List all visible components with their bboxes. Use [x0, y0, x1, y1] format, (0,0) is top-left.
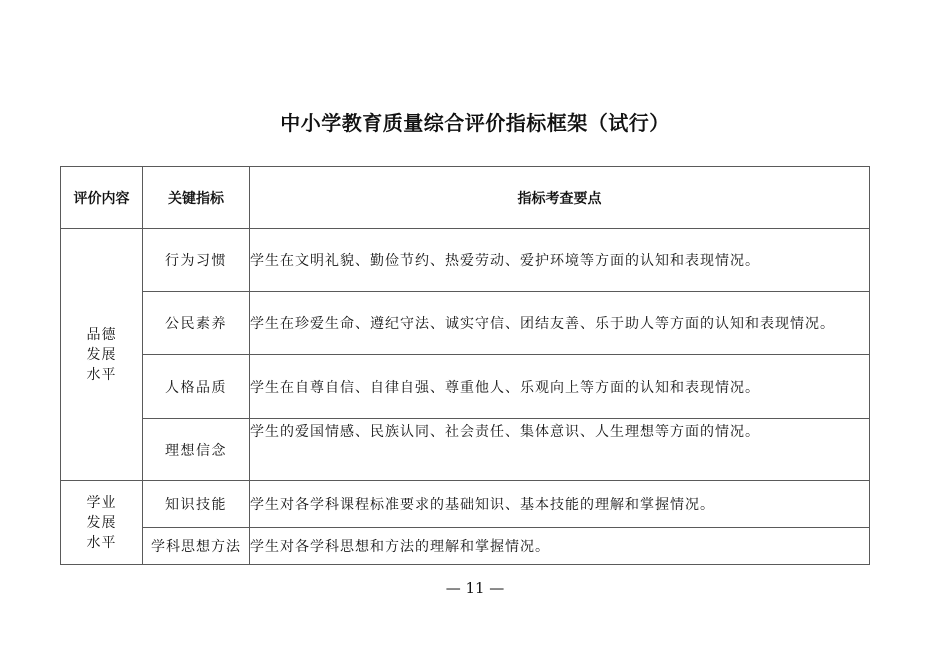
indicator-cell: 公民素养 — [143, 292, 250, 355]
page-number: — 11 — — [445, 579, 505, 597]
header-evaluation-content: 评价内容 — [61, 167, 143, 229]
key-point-cell: 学生对各学科课程标准要求的基础知识、基本技能的理解和掌握情况。 — [250, 481, 870, 528]
key-point-cell: 学生在自尊自信、自律自强、尊重他人、乐观向上等方面的认知和表现情况。 — [250, 355, 870, 419]
indicator-cell: 人格品质 — [143, 355, 250, 419]
key-point-cell: 学生在珍爱生命、遵纪守法、诚实守信、团结友善、乐于助人等方面的认知和表现情况。 — [250, 292, 870, 355]
header-key-points: 指标考查要点 — [250, 167, 870, 229]
document-title: 中小学教育质量综合评价指标框架（试行） — [280, 111, 670, 135]
category-label-line: 品德 — [86, 326, 117, 343]
key-point-cell: 学生的爱国情感、民族认同、社会责任、集体意识、人生理想等方面的情况。 — [250, 419, 870, 481]
table-row — [61, 292, 870, 355]
category-cell — [61, 481, 143, 565]
category-label-line: 发展 — [86, 346, 117, 363]
header-key-indicator: 关键指标 — [143, 167, 250, 229]
indicator-cell: 学科思想方法 — [143, 528, 250, 565]
evaluation-framework-table — [60, 166, 870, 565]
key-point-cell: 学生在文明礼貌、勤俭节约、热爱劳动、爱护环境等方面的认知和表现情况。 — [250, 229, 870, 292]
table-row — [61, 355, 870, 419]
indicator-cell: 理想信念 — [143, 419, 250, 481]
table-row — [61, 229, 870, 292]
category-label-line: 学业 — [86, 494, 117, 511]
category-label-line: 发展 — [86, 514, 117, 531]
category-label-line: 水平 — [86, 534, 117, 551]
key-point-cell: 学生对各学科思想和方法的理解和掌握情况。 — [250, 528, 870, 565]
table-row — [61, 481, 870, 528]
table-header-row — [61, 167, 870, 229]
indicator-cell: 知识技能 — [143, 481, 250, 528]
indicator-cell: 行为习惯 — [143, 229, 250, 292]
category-label-line: 水平 — [86, 366, 117, 383]
table-row — [61, 528, 870, 565]
table-row — [61, 419, 870, 481]
category-cell — [61, 229, 143, 481]
